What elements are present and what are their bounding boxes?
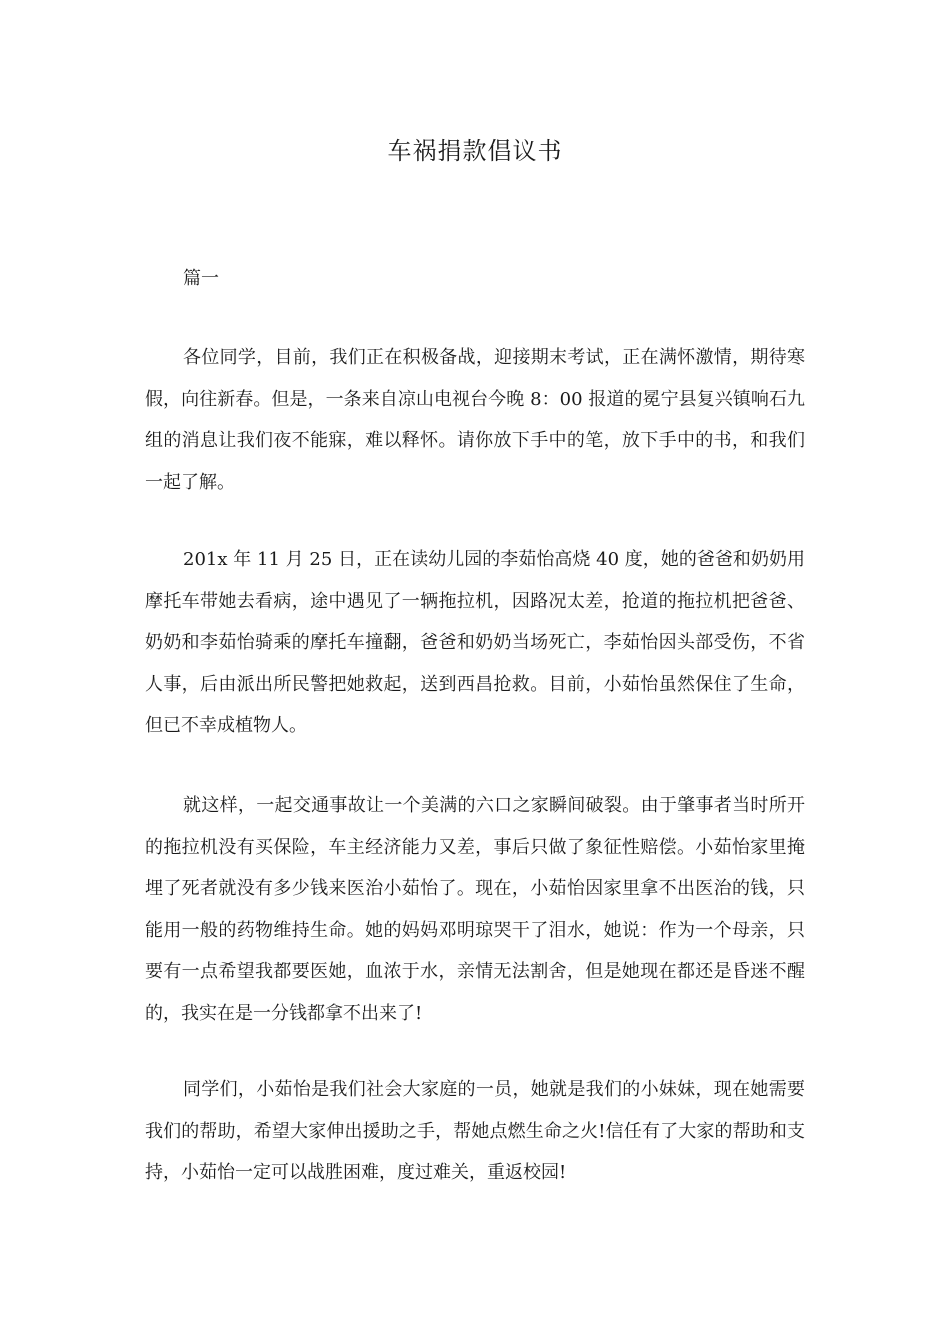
document-title: 车祸捐款倡议书 xyxy=(387,137,563,165)
paragraph-3: 就这样，一起交通事故让一个美满的六口之家瞬间破裂。由于肇事者当时所开的拖拉机没有买保险，车主经济能力又差，事后只做了象征性赔偿。小茹怡家里掩埋了死者就没有多少钱来医治小茹怡了。现在，小茹怡因家里拿不出医治的钱，只能用一般的药物维持生命。她的妈妈邓明琼哭干了泪水，她说：作为一个母亲，只要有一点希望我都要医她，血浓于水，亲情无法割舍，但是她现在都还是昏迷不醒的，我实在是一分钱都拿不出来了! xyxy=(145,795,805,1024)
paragraph-2: 201x 年 11 月 25 日，正在读幼儿园的李茹怡高烧 40 度，她的爸爸和奶奶用摩托车带她去看病，途中遇见了一辆拖拉机，因路况太差，抢道的拖拉机把爸爸、奶奶和李茹怡骑乘的摩托车撞翻，爸爸和奶奶当场死亡，李茹怡因头部受伤，不省人事，后由派出所民警把她救起，送到西昌抢救。目前，小茹怡虽然保住了生命，但已不幸成植物人。 xyxy=(145,549,805,736)
paragraph-1: 各位同学，目前，我们正在积极备战，迎接期末考试，正在满怀激情，期待寒假，向往新春。但是，一条来自凉山电视台今晚 8：00 报道的冕宁县复兴镇响石九组的消息让我们夜不能寐，难以释怀。请你放下手中的笔，放下手中的书，和我们一起了解。 xyxy=(145,347,805,493)
section-label: 篇一 xyxy=(183,268,219,289)
paragraph-4: 同学们，小茹怡是我们社会大家庭的一员，她就是我们的小妹妹，现在她需要我们的帮助，希望大家伸出援助之手，帮她点燃生命之火!信任有了大家的帮助和支持，小茹怡一定可以战胜困难，度过难关，重返校园! xyxy=(145,1079,805,1183)
